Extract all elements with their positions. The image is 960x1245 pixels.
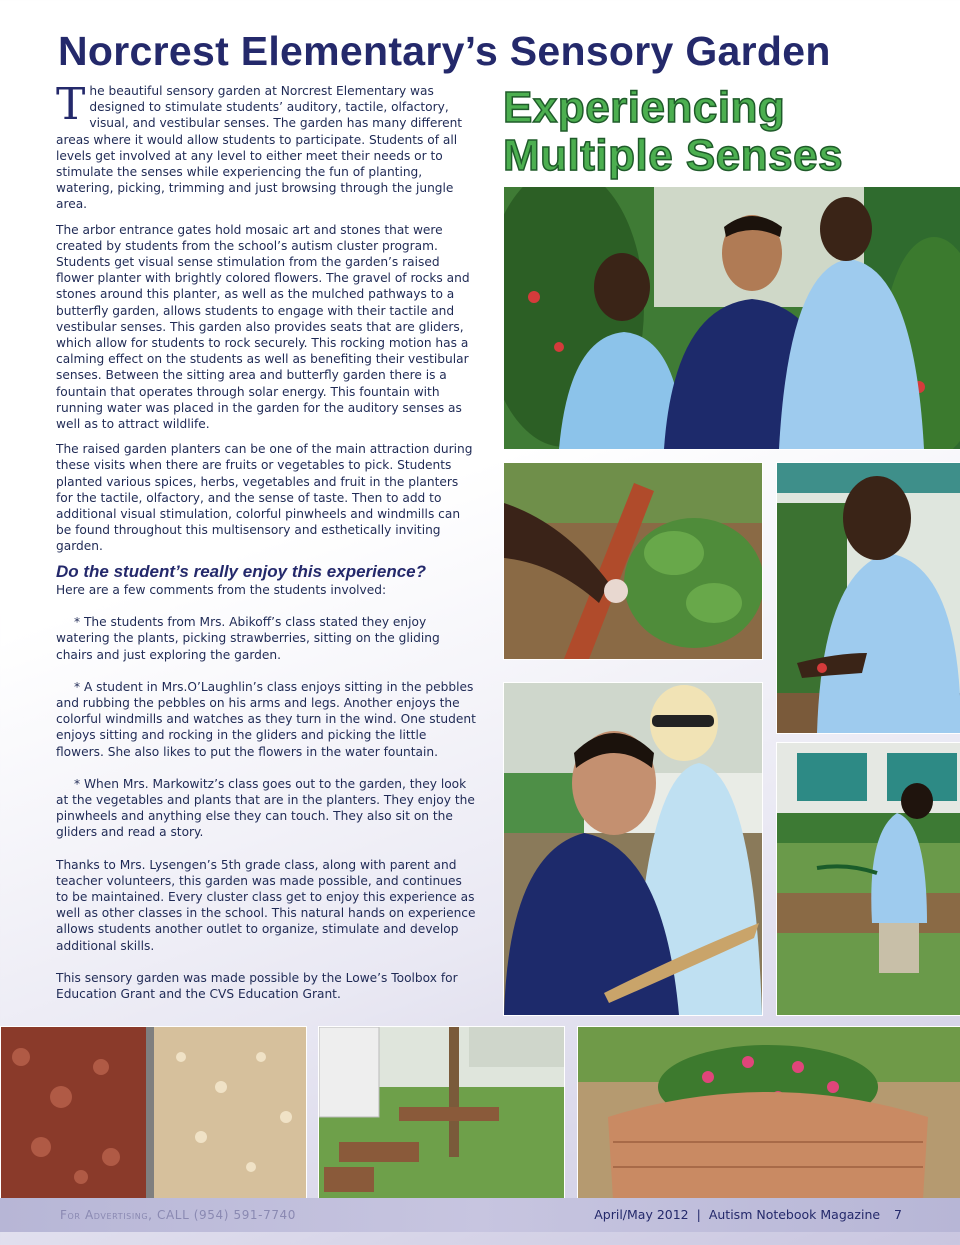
photo-three-students [503,186,960,450]
subtitle-line-1: Experiencing [503,83,786,132]
article-paragraph-3: The raised garden planters can be one of the main attraction during these visits when there are fruits or vegetables to pick. Students planted various spices, herbs, vegetables and fruit in the planters for the tactile, olfactory, and the sense of taste. Then to add to additional visual stimulation, colorful pinwheels and windmills can be found throughout this multisensory and esthetically inviting garden. [56,442,473,554]
paragraph-1-text: he beautiful sensory garden at Norcrest Elementary was designed to stimulate students’ auditory, tactile, olfactory, visual, and vestibular senses. The garden has many different areas where it would allow students to participate. Students of all levels get involved at any level to either meet their needs or to stimulate the senses while experiencing the fun of planting, watering, picking, trimming and just browsing through the jungle area. [56,84,463,212]
photo-boy-watering [776,742,960,1016]
advertising-contact: For Advertising, CALL (954) 591-7740 [60,1208,297,1222]
issue-date: April/May 2012 [594,1207,689,1222]
student-comment-1: * The students from Mrs. Abikoff’s class stated they enjoy watering the plants, picking strawberries, sitting on the gliding chairs and just exploring the garden. [56,615,440,662]
article-paragraph-1 [56,79,476,213]
section-subtitle [503,84,843,180]
photo-planter-hand [503,462,763,660]
page-title: Norcrest Elementary’s Sensory Garden [58,28,831,74]
article-body [56,79,476,1011]
photo-gravel [0,1026,307,1200]
article-paragraph-2: The arbor entrance gates hold mosaic art and stones that were created by students from the school’s autism cluster program. Students get visual sense stimulation from the garden’s raised flower planter with brightly colored flowers. The gravel of rocks and stones around this planter, as well as the mulched pathways to a butterfly garden, allows students to engage with their tactile and vestibular senses. This garden also provides seats that are gliders, which allow for students to rock securely. This rocking motion has a calming effect on the students as well as benefiting their vestibular senses. Between the sitting area and butterfly garden there is a fountain that operates through solar energy. This fountain with running water was placed in the garden for the auditory senses as well as to attract wildlife. [56,222,470,432]
thanks-paragraph: Thanks to Mrs. Lysengen’s 5th grade class, along with parent and teacher volunteers, this garden was made possible, and continues to be maintained. Every cluster class get to enjoy this experience as well as other classes in the school. This natural hands on experience allows students another outlet to organize, stimulate and develop additional skills. [56,857,476,953]
question-heading: Do the student’s really enjoy this experience? [56,561,427,581]
photo-boy-with-teacher [503,682,763,1016]
photo-garden-beds [318,1026,565,1200]
photo-raised-flower-planter [577,1026,960,1200]
page-number: 7 [894,1207,902,1222]
student-comment-3: * When Mrs. Markowitz’s class goes out to the garden, they look at the vegetables and plants that are in the planters. They enjoy the pinwheels and anything else they can touch. They also sit on the gliders and read a story. [56,776,475,840]
photo-teacher-strawberries [776,462,960,734]
magazine-name: Autism Notebook Magazine [708,1207,881,1222]
grant-paragraph: This sensory garden was made possible by the Lowe’s Toolbox for Education Grant and the CVS Education Grant. [56,970,458,1001]
issue-info [590,1207,902,1222]
student-comment-2: * A student in Mrs.O’Laughlin’s class enjoys sitting in the pebbles and rubbing the pebbles on his arms and legs. Another enjoys the colorful windmills and watches as they turn in the wind. One student enjoys sitting and rocking in the gliders and picking the little flowers. She also likes to put the flowers in the water fountain. [56,679,476,759]
comments-intro: Here are a few comments from the students involved: [56,582,387,597]
subtitle-line-2: Multiple Senses [503,131,844,180]
footer-separator: | [696,1207,701,1222]
drop-cap: T [56,79,86,130]
